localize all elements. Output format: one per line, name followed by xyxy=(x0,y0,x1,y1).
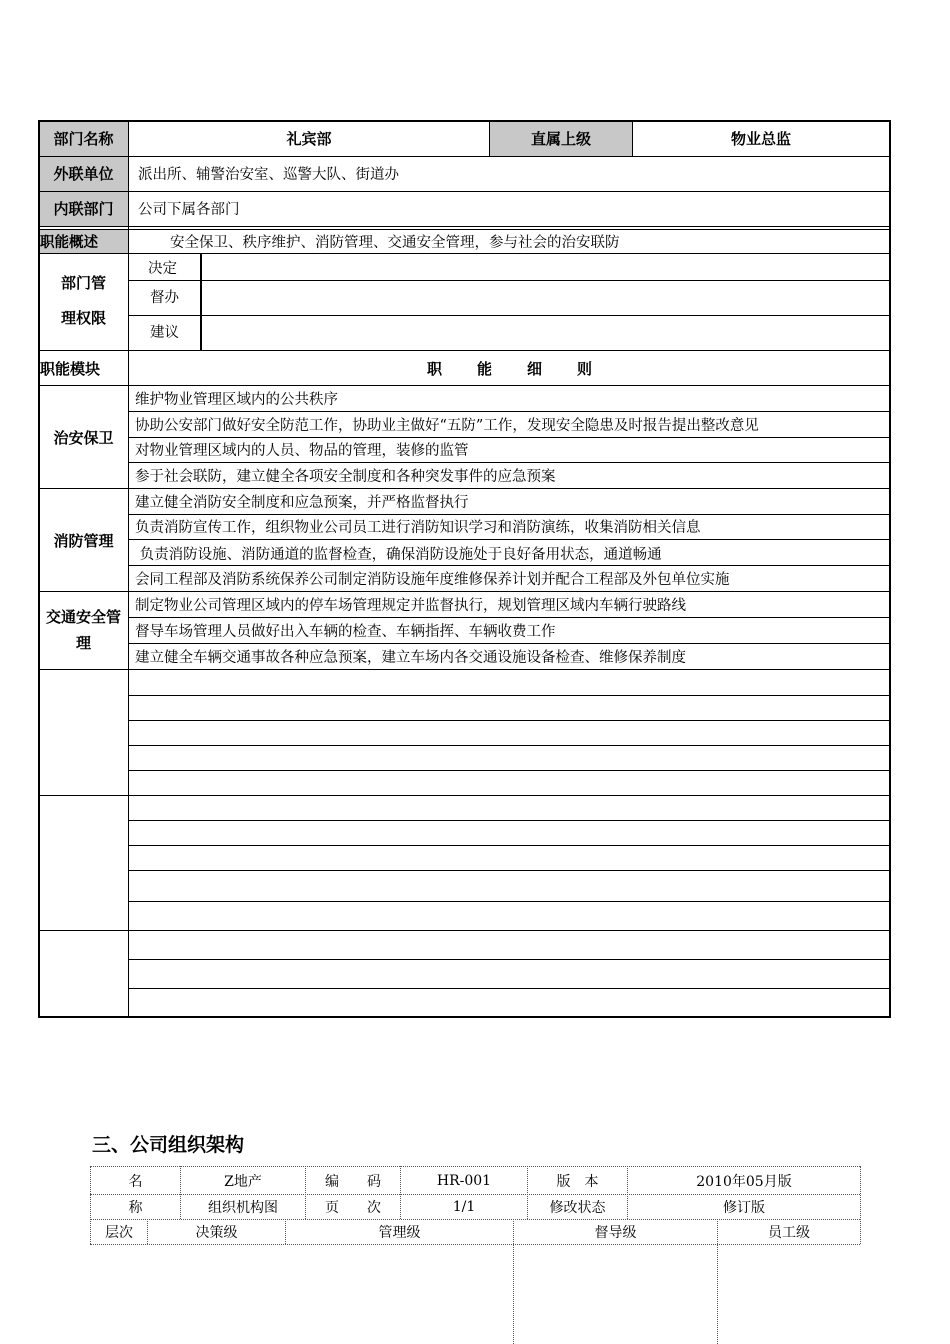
module-traffic-line1: 交通安全管 xyxy=(45,608,121,626)
company-name: Z地产 xyxy=(224,1173,262,1190)
dept-name-label: 部门名称 xyxy=(53,130,114,148)
module-item: 督导车场管理人员做好出入车辆的检查、车辆指挥、车辆收费工作 xyxy=(135,623,556,640)
revision-value: 修订版 xyxy=(723,1199,765,1216)
module-traffic-line2: 理 xyxy=(75,634,91,652)
authority-label-line1: 部门管 xyxy=(60,274,106,292)
module-item: 会同工程部及消防系统保养公司制定消防设施年度维修保养计划并配合工程部及外包单位实施 xyxy=(135,572,730,588)
module-item: 参于社会联防，建立健全各项安全制度和各种突发事件的应急预案 xyxy=(135,468,556,485)
module-item: 协助公安部门做好安全防范工作，协助业主做好“五防”工作，发现安全隐患及时报告提出整改意见 xyxy=(135,417,759,434)
module-item: 制定物业公司管理区域内的停车场管理规定并监督执行，规划管理区域内车辆行驶路线 xyxy=(135,597,686,614)
modules-label: 职能模块 xyxy=(40,359,101,378)
module-item: 维护物业管理区域内的公共秩序 xyxy=(135,392,338,408)
section-title: 三、公司组织架构 xyxy=(92,1134,245,1156)
external-value: 派出所、辅警治安室、巡警大队、街道办 xyxy=(138,167,399,183)
module-fire: 消防管理 xyxy=(53,531,114,550)
code-label: 编 码 xyxy=(325,1173,381,1190)
internal-value: 公司下属各部门 xyxy=(138,202,240,218)
authority-decide: 决定 xyxy=(148,261,177,277)
version-value: 2010年05月版 xyxy=(696,1173,792,1190)
authority-supervise: 督办 xyxy=(150,289,179,306)
module-security: 治安保卫 xyxy=(53,428,114,447)
level-decision: 决策级 xyxy=(195,1224,238,1241)
detail-header-4: 则 xyxy=(577,359,593,378)
module-traffic xyxy=(39,604,128,656)
level-management: 管理级 xyxy=(378,1224,421,1241)
module-item: 负责消防宣传工作，组织物业公司员工进行消防知识学习和消防演练，收集消防相关信息 xyxy=(135,520,701,536)
authority-label xyxy=(39,266,128,336)
detail-header xyxy=(129,351,889,385)
module-item: 对物业管理区域内的人员、物品的管理，装修的监管 xyxy=(135,443,469,459)
dept-name-value: 礼宾部 xyxy=(286,130,332,148)
revision-label: 修改状态 xyxy=(549,1199,606,1216)
overview-label: 职能概述 xyxy=(40,235,98,251)
page-value: 1/1 xyxy=(452,1198,476,1215)
overview-value: 安全保卫、秩序维护、消防管理、交通安全管理，参与社会的治安联防 xyxy=(170,235,620,251)
module-item: 建立健全车辆交通事故各种应急预案，建立车场内各交通设施设备检查、维修保养制度 xyxy=(135,649,686,666)
doc-name: 组织机构图 xyxy=(208,1199,278,1216)
external-label: 外联单位 xyxy=(53,165,114,183)
page-label: 页 次 xyxy=(325,1199,381,1216)
superior-value: 物业总监 xyxy=(730,130,791,148)
authority-label-line2: 理权限 xyxy=(60,309,106,327)
level-supervision: 督导级 xyxy=(594,1224,637,1241)
authority-advise: 建议 xyxy=(150,324,179,341)
detail-header-2: 能 xyxy=(477,359,493,378)
level-staff: 员工级 xyxy=(768,1224,810,1241)
version-label: 版 本 xyxy=(556,1173,599,1190)
module-item: 负责消防设施、消防通道的监督检查，确保消防设施处于良好备用状态，通道畅通 xyxy=(135,546,662,563)
internal-label: 内联部门 xyxy=(53,200,114,218)
name-label-2: 称 xyxy=(128,1199,143,1216)
superior-label: 直属上级 xyxy=(530,130,591,148)
name-label: 名 xyxy=(128,1173,143,1190)
code-value: HR-001 xyxy=(436,1172,492,1189)
level-label: 层次 xyxy=(105,1224,133,1241)
module-item: 建立健全消防安全制度和应急预案，并严格监督执行 xyxy=(135,495,469,511)
detail-header-1: 职 xyxy=(427,359,443,378)
detail-header-3: 细 xyxy=(527,359,543,378)
